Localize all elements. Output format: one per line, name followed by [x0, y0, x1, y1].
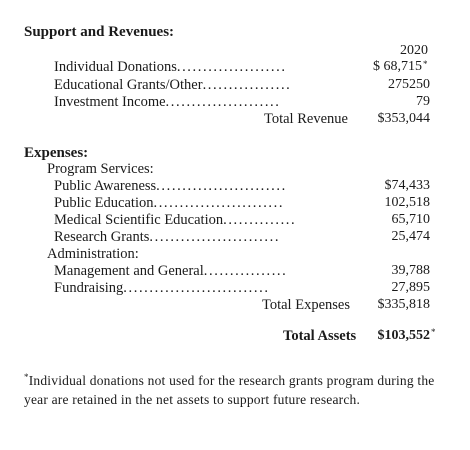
expense-item-label: Public Awareness: [54, 178, 157, 194]
asterisk-mark: *: [423, 59, 428, 69]
support-item-value: $ 68,715: [373, 59, 422, 74]
expense-item-public-education: [54, 195, 284, 212]
footnote-text: Individual donations not used for the research grants program during the year are retained in the net assets to support future research.: [24, 373, 435, 407]
support-item-value: 275250: [388, 77, 430, 92]
expense-item-value: 65,710: [391, 212, 430, 227]
expense-item-label: Management and General: [54, 263, 204, 279]
expense-item-public-awareness: [54, 178, 287, 195]
support-item-investment-income: [54, 94, 281, 111]
expense-item-label: Medical Scientific Education: [54, 212, 224, 228]
total-assets-value: $103,552: [377, 328, 430, 343]
asterisk-mark: *: [431, 327, 436, 337]
total-expenses-label: Total Expenses: [262, 297, 350, 313]
expenses-heading: Expenses:: [24, 145, 89, 161]
total-revenue-label: Total Revenue: [264, 111, 348, 127]
dot-leader: ......................: [165, 94, 281, 110]
program-services-heading: Program Services:: [47, 161, 154, 177]
expense-item-fundraising: [54, 280, 270, 297]
total-assets-label: Total Assets: [283, 328, 357, 344]
dot-leader: ................: [203, 263, 288, 279]
year-label: 2020: [400, 43, 428, 58]
support-item-educational-grants: [54, 77, 291, 94]
expense-item-value: 27,895: [391, 280, 430, 295]
administration-heading: Administration:: [47, 246, 139, 262]
dot-leader: .........................: [149, 229, 281, 245]
dot-leader: .................: [202, 77, 292, 93]
expense-item-value: $74,433: [384, 178, 430, 193]
footnote-mark: *: [24, 372, 29, 382]
support-item-individual-donations: [54, 59, 287, 76]
footnote: [24, 372, 444, 408]
expense-item-label: Research Grants: [54, 229, 150, 245]
support-item-label: Educational Grants/Other: [54, 77, 203, 93]
support-item-value: 79: [416, 94, 430, 109]
dot-leader: ............................: [123, 280, 270, 296]
expense-item-value: 102,518: [384, 195, 430, 210]
expense-item-value: 39,788: [391, 263, 430, 278]
support-item-label: Investment Income: [54, 94, 166, 110]
dot-leader: ..............: [223, 212, 297, 228]
expense-item-medical-scientific-education: [54, 212, 296, 229]
total-expenses-value: $335,818: [377, 297, 430, 312]
expense-item-management-general: [54, 263, 287, 280]
support-heading: Support and Revenues:: [24, 24, 175, 40]
dot-leader: .........................: [153, 195, 285, 211]
expense-item-label: Fundraising: [54, 280, 124, 296]
expense-item-label: Public Education: [54, 195, 154, 211]
dot-leader: .....................: [176, 59, 287, 75]
total-revenue-value: $353,044: [377, 111, 430, 126]
dot-leader: .........................: [156, 178, 287, 194]
support-item-label: Individual Donations: [54, 59, 177, 75]
expense-item-research-grants: [54, 229, 280, 246]
expense-item-value: 25,474: [391, 229, 430, 244]
